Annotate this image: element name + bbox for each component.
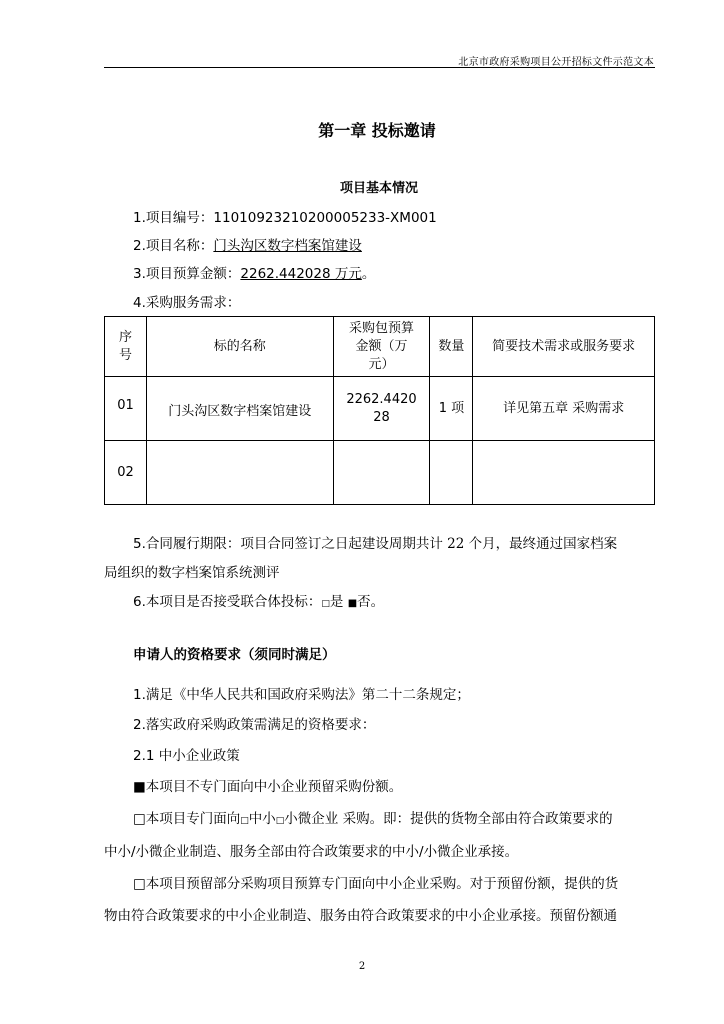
header-seq bbox=[105, 317, 147, 377]
qualification-item2: 2.落实政府采购政策需满足的资格要求： bbox=[133, 717, 376, 733]
header-qty: 数量 bbox=[430, 317, 473, 377]
contract-months: 22 bbox=[447, 536, 465, 552]
header-budget-line1: 采购包预算 bbox=[348, 320, 414, 336]
table-row bbox=[105, 441, 655, 505]
page-header: 北京市政府采购项目公开招标文件示范文本 bbox=[458, 57, 654, 68]
sme-option-2-text-b: 中小 bbox=[248, 811, 276, 827]
project-name-value: 门头沟区数字档案馆建设 bbox=[213, 238, 362, 254]
budget-period: 。 bbox=[361, 266, 376, 282]
header-req: 简要技术需求或服务要求 bbox=[473, 317, 655, 377]
chapter-title: 第一章 投标邀请 bbox=[318, 121, 436, 140]
procurement-needs-line: 4.采购服务需求： bbox=[133, 295, 241, 311]
sme-micro-checkbox: □ bbox=[275, 816, 285, 826]
project-name-line bbox=[104, 234, 685, 254]
consortium-yes-label: 是 bbox=[329, 594, 348, 610]
sme-option-2-line1 bbox=[104, 807, 685, 827]
table-row bbox=[105, 377, 655, 441]
sme-sme-checkbox: □ bbox=[240, 816, 249, 826]
header-budget-line3: 元） bbox=[368, 356, 395, 372]
row1-budget-line1: 2262.4420 bbox=[346, 391, 417, 407]
row2-qty bbox=[430, 441, 473, 505]
header-rule bbox=[104, 67, 655, 68]
consortium-line bbox=[104, 590, 685, 610]
consortium-prefix: 6.本项目是否接受联合体投标： bbox=[133, 594, 322, 610]
row1-req: 详见第五章 采购需求 bbox=[473, 377, 655, 441]
consortium-yes-checkbox: □ bbox=[321, 599, 330, 609]
consortium-no-checkbox: ■ bbox=[347, 598, 358, 609]
contract-term-line2: 局组织的数字档案馆系统测评 bbox=[104, 565, 280, 581]
project-name-label: 2.项目名称： bbox=[133, 238, 214, 254]
row2-req bbox=[473, 441, 655, 505]
qualification-item2-1: 2.1 中小企业政策 bbox=[133, 748, 240, 764]
sme-option-3-line2: 物由符合政策要求的中小企业制造、服务由符合政策要求的中小企业承接。预留份额通 bbox=[104, 908, 617, 924]
section-title-basic-info: 项目基本情况 bbox=[339, 181, 418, 196]
header-budget bbox=[333, 317, 430, 377]
row1-budget-line2: 28 bbox=[373, 409, 390, 425]
project-number-value: 11010923210200005233-XM001 bbox=[213, 210, 437, 226]
header-name: 标的名称 bbox=[146, 317, 333, 377]
row1-budget bbox=[333, 377, 430, 441]
header-budget-line2: 金额（万 bbox=[355, 338, 408, 354]
row2-budget bbox=[333, 441, 430, 505]
contract-prefix: 5.合同履行期限：项目合同签订之日起建设周期共计 bbox=[133, 536, 448, 552]
project-number-label: 1.项目编号： bbox=[133, 210, 214, 226]
row1-seq: 01 bbox=[105, 377, 147, 441]
table-header-row bbox=[105, 317, 655, 377]
sme-option-2-text-c: 小微企业 采购。即：提供的货物全部由符合政策要求的 bbox=[284, 811, 613, 827]
sme-option-2-text-a: □本项目专门面向 bbox=[133, 811, 241, 827]
qualification-title: 申请人的资格要求（须同时满足） bbox=[133, 647, 336, 663]
row1-qty: 1 项 bbox=[430, 377, 473, 441]
project-budget-line bbox=[104, 262, 685, 282]
project-number-line bbox=[104, 206, 685, 226]
sme-option-3-line1: □本项目预留部分采购项目预算专门面向中小企业采购。对于预留份额，提供的货 bbox=[133, 876, 619, 892]
contract-term-line1 bbox=[104, 532, 685, 552]
project-budget-value: 2262.442028 万元 bbox=[240, 266, 362, 282]
sme-option-1: ■本项目不专门面向中小企业预留采购份额。 bbox=[133, 779, 403, 795]
row2-seq: 02 bbox=[105, 441, 147, 505]
row2-name bbox=[146, 441, 333, 505]
sme-option-2-line2: 中小/小微企业制造、服务全部由符合政策要求的中小/小微企业承接。 bbox=[104, 844, 519, 860]
project-budget-label: 3.项目预算金额： bbox=[133, 266, 241, 282]
header-seq-line1: 序 bbox=[118, 329, 132, 345]
procurement-table bbox=[104, 316, 655, 505]
page-number: 2 bbox=[358, 961, 366, 972]
consortium-no-label: 否。 bbox=[357, 594, 385, 610]
qualification-item1: 1.满足《中华人民共和国政府采购法》第二十二条规定； bbox=[133, 687, 470, 703]
contract-suffix: 个月，最终通过国家档案 bbox=[464, 536, 618, 552]
row1-name: 门头沟区数字档案馆建设 bbox=[146, 377, 333, 441]
header-seq-line2: 号 bbox=[118, 347, 132, 363]
